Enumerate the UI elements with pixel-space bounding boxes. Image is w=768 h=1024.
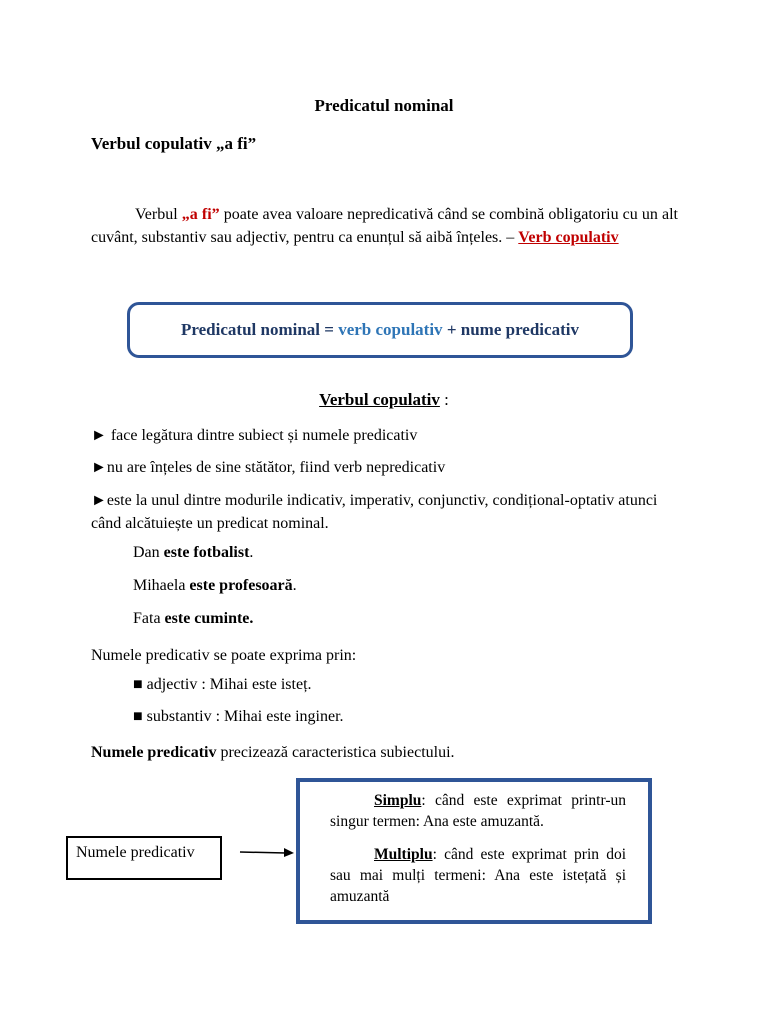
expressed-item-2 (133, 708, 344, 726)
bullet-2 (91, 456, 681, 479)
example-subject: Mihaela (133, 577, 190, 594)
example-end: . (292, 577, 297, 594)
page-title: Predicatul nominal (314, 96, 454, 115)
multiplu-text: : când este exprimat prin doi sau mai mulți termeni: Ana este istețată și amuzantă (330, 846, 626, 905)
numele-predicativ-box: Numele predicativ (66, 836, 222, 880)
intro-afi: „a fi” (181, 206, 220, 223)
types-box (296, 778, 652, 924)
example-predicate: este profesoară (189, 577, 293, 594)
expressed-item-1-text: adjectiv : Mihai este isteț. (142, 676, 312, 693)
intro-part2: poate avea valoare nepredicativă când se combină obligatoriu cu un alt cuvânt, substantiv sau adjectiv, pentru ca enunțul să aibă înțeles. – (91, 206, 678, 246)
intro-part1: Verbul (135, 206, 182, 223)
triangle-bullet-icon: ► (91, 427, 107, 444)
section-heading-text: Verbul copulativ (319, 390, 440, 409)
intro-paragraph (91, 203, 678, 249)
characteristic-bold: Numele predicativ (91, 744, 217, 761)
example-1 (133, 544, 253, 562)
expressed-item-1 (133, 676, 312, 694)
example-3 (133, 610, 253, 628)
bullet-3-text: este la unul dintre modurile indicativ, imperativ, conjunctiv, condițional-optativ atunci când alcătuiește un predicat nominal. (91, 492, 658, 532)
formula-eq: = (320, 320, 339, 339)
characteristic-rest: precizează caracteristica subiectului. (216, 744, 455, 761)
simplu-label: Simplu (374, 792, 422, 809)
example-subject: Dan (133, 544, 164, 561)
simplu-text: : când este exprimat printr-un singur termen: Ana este amuzantă. (330, 792, 626, 830)
bullet-3 (91, 489, 681, 535)
example-predicate: este cuminte. (164, 610, 254, 627)
formula-nume: nume predicativ (460, 320, 579, 339)
expressed-item-2-text: substantiv : Mihai este inginer. (142, 708, 344, 725)
expressed-intro: Numele predicativ se poate exprima prin: (91, 647, 357, 664)
example-predicate: este fotbalist (163, 544, 250, 561)
bullet-1 (91, 424, 681, 447)
example-2 (133, 577, 297, 595)
multiplu-definition (330, 844, 626, 907)
formula-box (127, 302, 633, 358)
simplu-definition (330, 790, 626, 832)
section-heading-colon: : (439, 390, 449, 409)
formula-verb: verb copulativ (338, 320, 443, 339)
intro-verb-copulativ: Verb copulativ (518, 229, 619, 246)
triangle-bullet-icon: ► (91, 459, 107, 476)
example-subject: Fata (133, 610, 165, 627)
multiplu-label: Multiplu (374, 846, 433, 863)
square-bullet-icon: ■ (133, 676, 143, 693)
section-heading (0, 390, 768, 410)
arrow-right-icon (238, 844, 296, 860)
square-bullet-icon: ■ (133, 708, 143, 725)
subtitle: Verbul copulativ „a fi” (91, 134, 257, 153)
formula-left: Predicatul nominal (181, 320, 321, 339)
triangle-bullet-icon: ► (91, 492, 107, 509)
bullet-1-text: face legătura dintre subiect și numele predicativ (106, 427, 418, 444)
formula-plus: + (442, 320, 461, 339)
characteristic-line (91, 741, 681, 764)
bullet-2-text: nu are înțeles de sine stătător, fiind verb nepredicativ (106, 459, 446, 476)
example-end: . (249, 544, 254, 561)
